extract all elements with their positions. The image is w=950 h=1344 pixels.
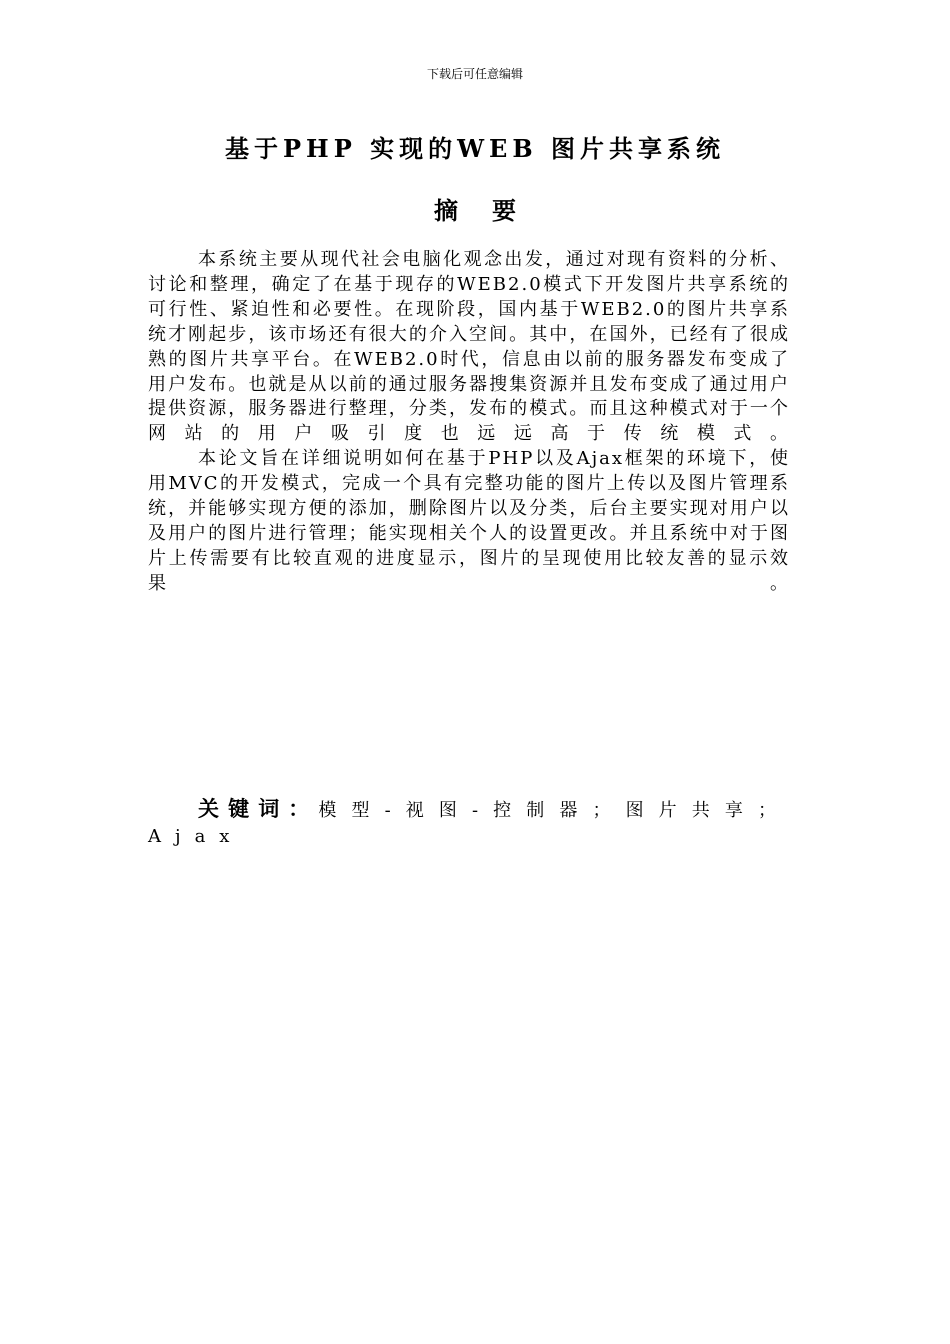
keywords-list: 模型-视图-控制器；图片共享；Ajax (148, 800, 790, 847)
keywords-label: 关键词： (198, 796, 319, 821)
abstract-body (148, 248, 790, 597)
keywords-line (148, 796, 790, 850)
header-note: 下载后可任意编辑 (426, 67, 523, 81)
abstract-paragraph-2: 本论文旨在详细说明如何在基于PHP以及Ajax框架的环境下，使用MVC的开发模式，完成一个具有完整功能的图片上传以及图片管理系统，并能够实现方便的添加，删除图片以及分类，后台主要实现对用户以及用户的图片进行管理；能实现相关个人的设置更改。并且系统中对于图片上传需要有比较直观的进度显示，图片的呈现使用比较友善的显示效果。 (148, 448, 790, 594)
abstract-heading: 摘要 (434, 196, 550, 225)
abstract-paragraph-1: 本系统主要从现代社会电脑化观念出发，通过对现有资料的分析、讨论和整理，确定了在基于现存的WEB2.0模式下开发图片共享系统的可行性、紧迫性和必要性。在现阶段，国内基于WEB2.0的图片共享系统才刚起步，该市场还有很大的介入空间。其中，在国外，已经有了很成熟的图片共享平台。在WEB2.0时代，信息由以前的服务器发布变成了用户发布。也就是从以前的通过服务器搜集资源并且发布变成了通过用户提供资源，服务器进行整理，分类，发布的模式。而且这种模式对于一个网站的用户吸引度也远远高于传统模式。 (148, 249, 790, 445)
document-title: 基于PHP 实现的WEB 图片共享系统 (224, 134, 725, 163)
